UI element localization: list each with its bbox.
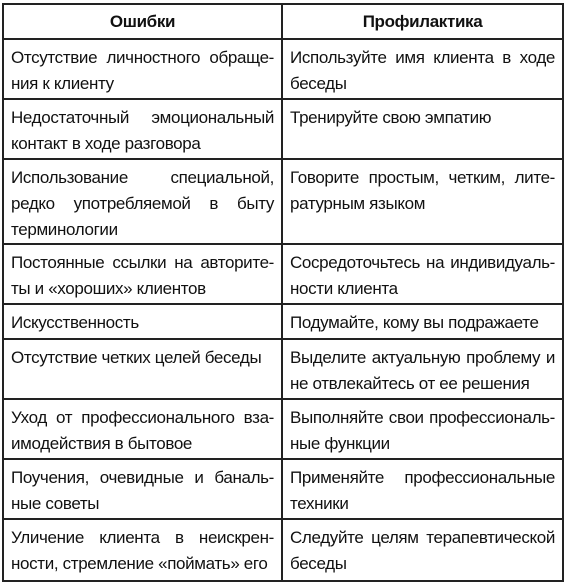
errors-prevention-table <box>2 3 564 582</box>
prevention-cell: Сосредоточьтесь на индивидуаль-ности клиента <box>282 244 563 304</box>
prevention-cell: Используйте имя клиента в ходе беседы <box>282 39 563 99</box>
table-row <box>3 304 563 339</box>
table-row <box>3 459 563 519</box>
table-row <box>3 99 563 159</box>
prevention-cell: Выделите актуальную проблему и не отвлекайтесь от ее решения <box>282 339 563 399</box>
table-row <box>3 159 563 244</box>
table-row <box>3 399 563 459</box>
prevention-cell: Применяйте профессиональные техники <box>282 459 563 519</box>
prevention-cell: Выполняйте свои профессиональ-ные функции <box>282 399 563 459</box>
prevention-cell: Подумайте, кому вы подражаете <box>282 304 563 339</box>
prevention-cell: Следуйте целям терапевтической беседы <box>282 519 563 581</box>
error-cell: Уход от профессионального вза-имодействия в бытовое <box>3 399 282 459</box>
error-cell: Отсутствие личностного обраще-ния к клиенту <box>3 39 282 99</box>
table-row <box>3 39 563 99</box>
error-cell: Искусственность <box>3 304 282 339</box>
header-prevention: Профилактика <box>282 4 563 39</box>
table-row <box>3 244 563 304</box>
table-header-row <box>3 4 563 39</box>
error-cell: Недостаточный эмоциональный контакт в ходе разговора <box>3 99 282 159</box>
error-cell: Уличение клиента в неискрен-ности, стремление «поймать» его <box>3 519 282 581</box>
error-cell: Постоянные ссылки на авторите-ты и «хороших» клиентов <box>3 244 282 304</box>
prevention-cell: Тренируйте свою эмпатию <box>282 99 563 159</box>
error-cell: Отсутствие четких целей беседы <box>3 339 282 399</box>
table-row <box>3 519 563 581</box>
prevention-cell: Говорите простым, четким, лите-ратурным языком <box>282 159 563 244</box>
error-cell: Поучения, очевидные и баналь-ные советы <box>3 459 282 519</box>
table-row <box>3 339 563 399</box>
header-errors: Ошибки <box>3 4 282 39</box>
error-cell: Использование специальной, редко употребляемой в быту терминологии <box>3 159 282 244</box>
